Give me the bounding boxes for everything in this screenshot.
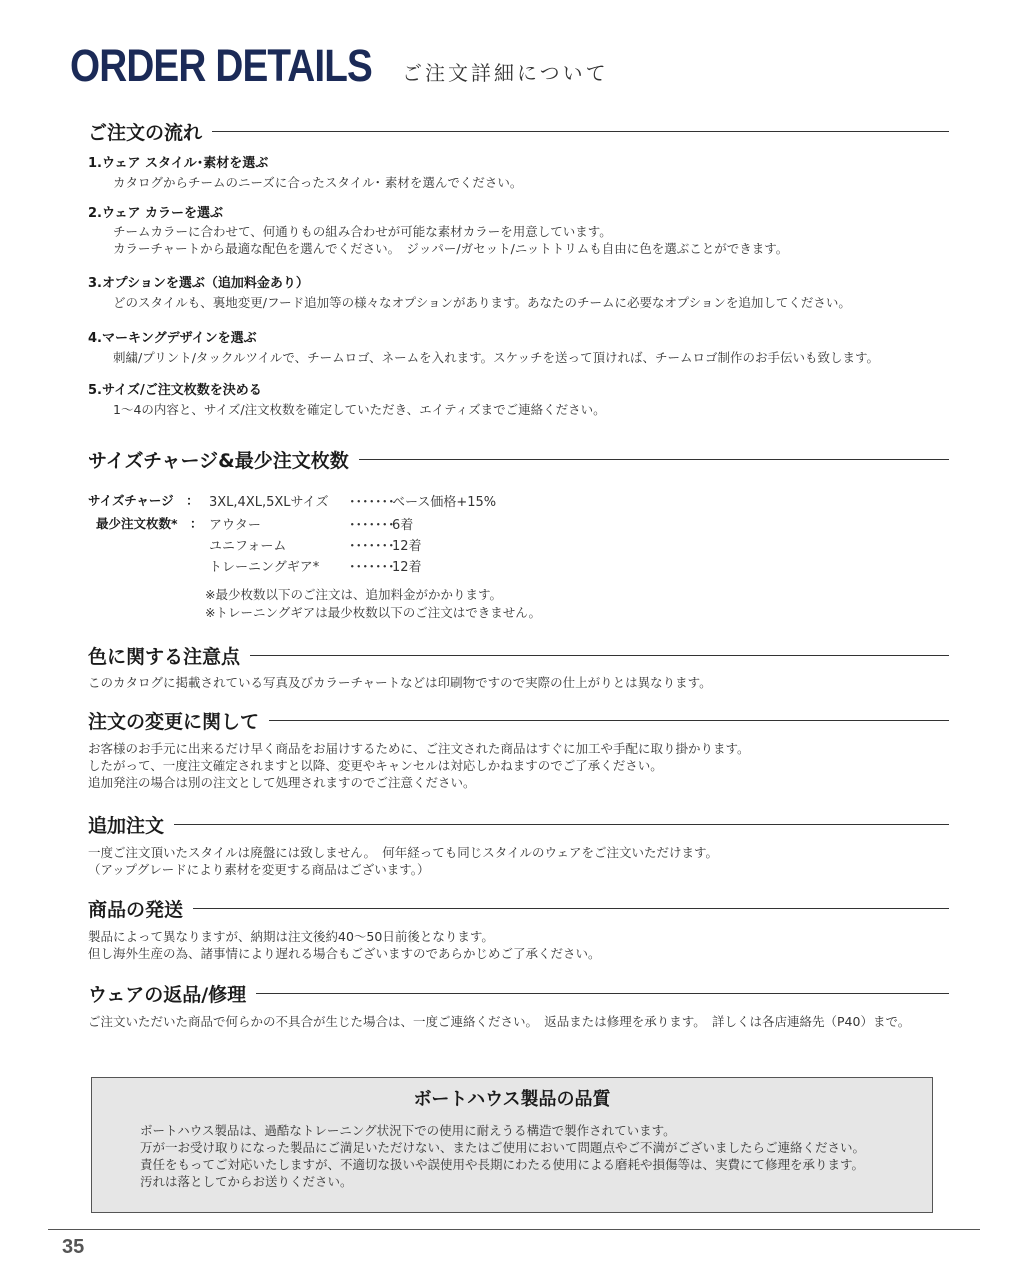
min-order-value: 12着 — [392, 560, 422, 575]
size-note: ※最少枚数以下のご注文は、追加料金がかかります。 — [205, 587, 502, 602]
section-title: 商品の発送 — [88, 899, 184, 921]
quality-box — [91, 1077, 933, 1213]
section-heading-size — [88, 446, 949, 473]
min-order-label: 最少注文枚数* ： — [96, 516, 203, 531]
section-title: サイズチャージ&最少注文枚数 — [88, 450, 349, 472]
body-text: 一度ご注文頂いたスタイルは廃盤には致しません。 何年経っても同じスタイルのウェアをご注文いただけます。 — [88, 845, 719, 860]
step-text: どのスタイルも、裏地変更/フード追加等の様々なオプションがあります。あなたのチームに必要なオプションを追加してください。 — [113, 295, 851, 310]
quality-line: 万が一お受け取りになった製品にご満足いただけない、またはご使用において問題点やご不満がございましたらご連絡ください。 — [140, 1140, 866, 1155]
step-title: 3.オプションを選ぶ（追加料金あり） — [88, 276, 309, 291]
body-text: お客様のお手元に出来るだけ早く商品をお届けするために、ご注文された商品はすぐに加工や手配に取り掛かります。 — [88, 741, 750, 756]
step-text: カタログからチームのニーズに合ったスタイル･ 素材を選んでください。 — [113, 175, 523, 190]
min-order-item: トレーニングギア* — [209, 560, 320, 575]
body-text: したがって、一度注文確定されますと以降、変更やキャンセルは対応しかねますのでご了承ください。 — [88, 758, 663, 773]
page-subtitle: ご注文詳細について — [402, 61, 609, 85]
body-text: （アップグレードにより素材を変更する商品はございます。） — [88, 862, 430, 877]
size-charge-value: ベース価格+15% — [392, 495, 497, 510]
min-order-dots: ･･･････ — [349, 539, 395, 554]
body-text: このカタログに掲載されている写真及びカラーチャートなどは印刷物ですので実際の仕上がりとは異なります。 — [88, 675, 712, 690]
size-charge-dots: ･･･････ — [349, 495, 395, 510]
section-heading-additional — [88, 811, 949, 838]
divider — [174, 824, 949, 825]
section-title: ご注文の流れ — [88, 122, 203, 144]
body-text: 但し海外生産の為、諸事情により遅れる場合もございますのであらかじめご了承ください。 — [88, 946, 601, 961]
quality-line: 責任をもってご対応いたしますが、不適切な扱いや誤使用や長期にわたる使用による磨耗や損傷等は、実費にて修理を承ります。 — [140, 1157, 865, 1172]
section-heading-change — [88, 707, 949, 734]
min-order-dots: ･･･････ — [349, 518, 395, 533]
footer-divider — [48, 1229, 980, 1230]
quality-title: ボートハウス製品の品質 — [413, 1089, 611, 1110]
divider — [250, 655, 949, 656]
quality-line: ボートハウス製品は、過酷なトレーニング状況下での使用に耐えうる構造で製作されています。 — [140, 1123, 676, 1138]
body-text: ご注文いただいた商品で何らかの不具合が生じた場合は、一度ご連絡ください。 返品または修理を承ります。 詳しくは各店連絡先（P40）まで。 — [88, 1014, 911, 1029]
min-order-item: アウター — [209, 518, 261, 533]
step-text: チームカラーに合わせて、何通りもの組み合わせが可能な素材カラーを用意しています。 — [113, 224, 612, 239]
page-title: ORDER DETAILS — [70, 40, 373, 91]
section-heading-flow — [88, 118, 949, 145]
step-title: 5.サイズ/ご注文枚数を決める — [88, 383, 262, 398]
body-text: 追加発注の場合は別の注文として処理されますのでご注意ください。 — [88, 775, 476, 790]
divider — [256, 993, 949, 994]
size-charge-item: 3XL,4XL,5XLサイズ — [209, 495, 329, 510]
divider — [212, 131, 949, 132]
min-order-value: 12着 — [392, 539, 422, 554]
page-number: 35 — [62, 1236, 85, 1258]
body-text: 製品によって異なりますが、納期は注文後約40～50日前後となります。 — [88, 929, 494, 944]
section-heading-shipping — [88, 895, 949, 922]
divider — [359, 459, 949, 460]
step-title: 2.ウェア カラーを選ぶ — [88, 206, 223, 221]
min-order-value: 6着 — [392, 518, 414, 533]
step-title: 4.マーキングデザインを選ぶ — [88, 331, 257, 346]
section-heading-color — [88, 642, 949, 669]
quality-body — [140, 1122, 865, 1190]
min-order-dots: ･･･････ — [349, 560, 395, 575]
step-text: カラーチャートから最適な配色を選んでください。 ジッパー/ガセット/ニットトリムも自由に色を選ぶことができます。 — [113, 241, 789, 256]
step-title: 1.ウェア スタイル･素材を選ぶ — [88, 156, 269, 171]
step-text: 刺繍/プリント/タックルツイルで、チームロゴ、ネームを入れます。スケッチを送って頂ければ、チームロゴ制作のお手伝いも致します。 — [113, 350, 880, 365]
size-note: ※トレーニングギアは最少枚数以下のご注文はできません。 — [205, 605, 541, 620]
section-title: 色に関する注意点 — [88, 646, 241, 668]
min-order-item: ユニフォーム — [209, 539, 287, 554]
quality-line: 汚れは落としてからお送りください。 — [140, 1174, 353, 1189]
divider — [193, 908, 949, 909]
step-text: 1～4の内容と、サイズ/注文枚数を確定していただき、エイティズまでご連絡ください。 — [113, 402, 606, 417]
divider — [269, 720, 949, 721]
section-title: ウェアの返品/修理 — [88, 984, 247, 1006]
section-title: 追加注文 — [88, 815, 165, 837]
section-heading-returns — [88, 980, 949, 1007]
size-charge-label: サイズチャージ ： — [88, 493, 199, 508]
section-title: 注文の変更に関して — [88, 711, 260, 733]
